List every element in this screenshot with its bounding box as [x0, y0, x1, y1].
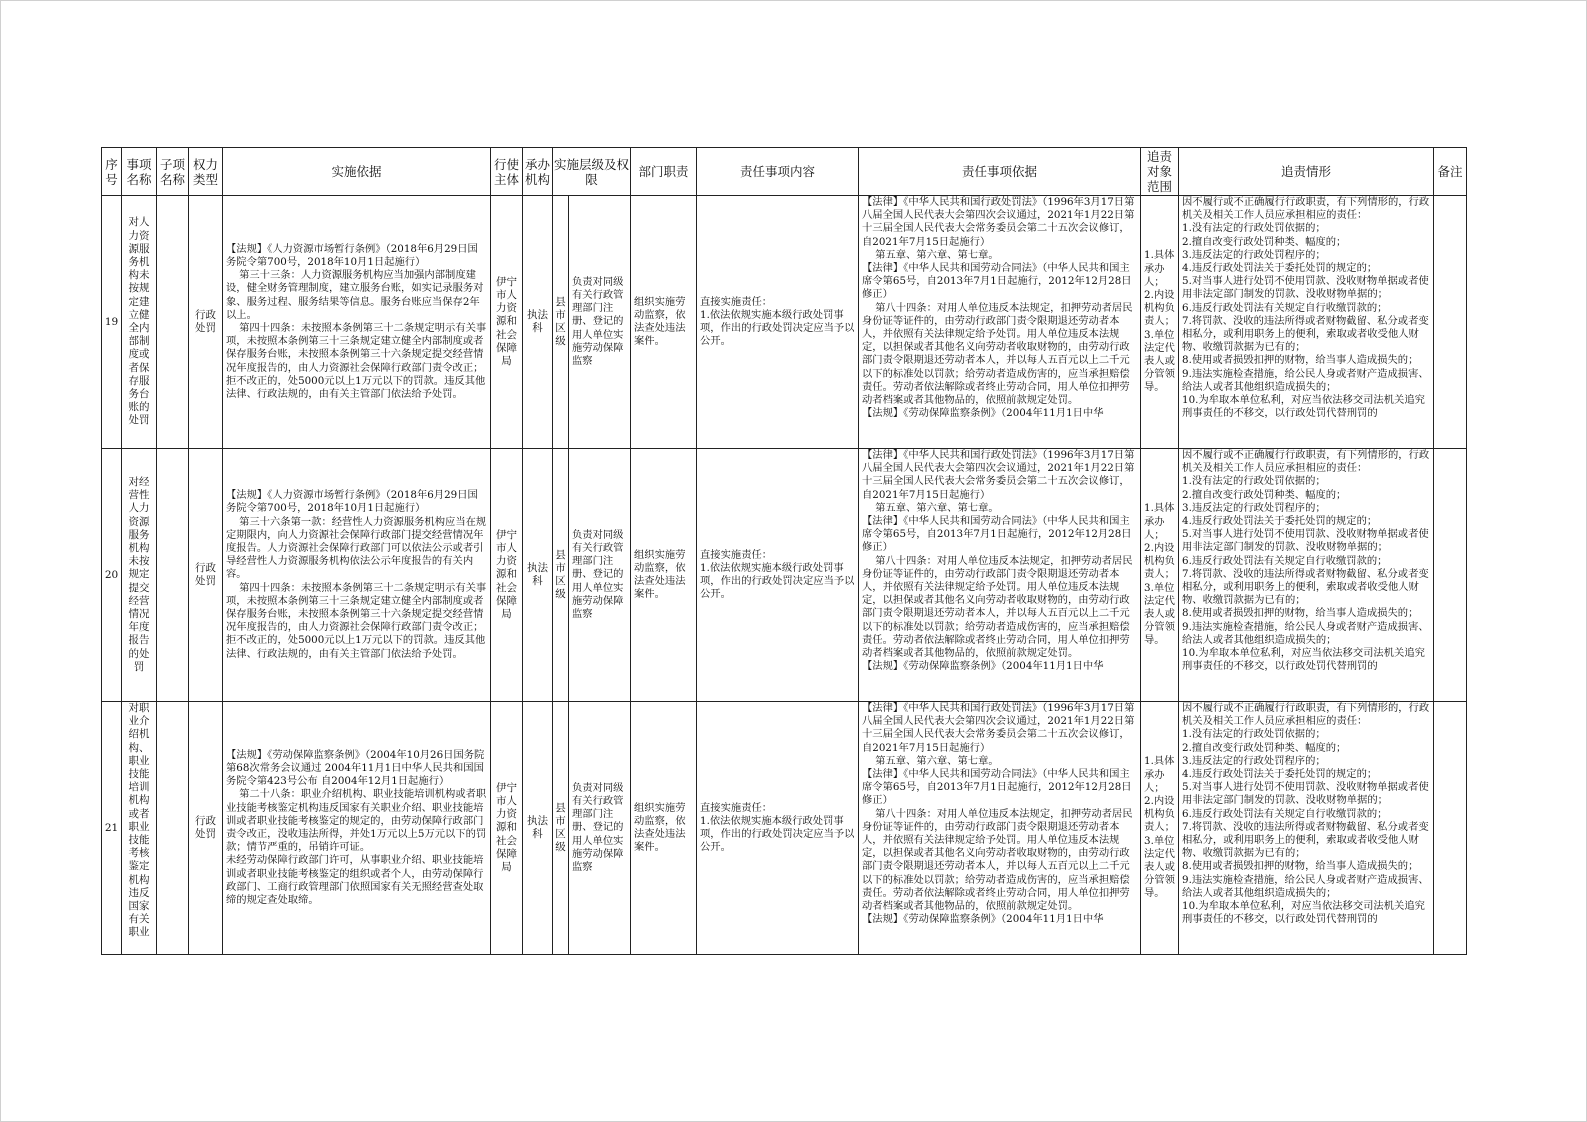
row-situations: 因不履行或不正确履行行政职责，有下列情形的，行政机关及相关工作人员应承担相应的责任： 1.没有法定的行政处罚依据的； 2.擅自改变行政处罚种类、幅度的； 3.违反法定的行政处罚程序的； 4.违反行政处罚法关于委托处罚的规定的； 5.对当事人进行处罚不使用罚款、没收财物单据或者使用非法定部门制发的罚款、没收财物单据的； 6.违反行政处罚法有关规定自行收缴罚款的； 7.将罚款、没收的违法所得或者财物截留、私分或者变相私分，或利用职务上的便利，索取或者收受他人财物、收缴罚款据为已有的； 8.使用或者损毁扣押的财物，给当事人造成损失的； 9.违法实施检查措施，给公民人身或者财产造成损害、给法人或者其他组织造成损失的； 10.为牟取本单位私利，对应当依法移交司法机关追究刑事责任的不移交，以行政处罚代替刑罚的: [1182, 702, 1430, 926]
table-row: [102, 702, 1467, 955]
table-row: [102, 449, 1467, 702]
header-subject: 行使主体: [491, 148, 523, 196]
header-row: [102, 148, 1467, 196]
row-subject: 伊宁市人力资源和社会保障局: [496, 528, 517, 620]
row-subject: 伊宁市人力资源和社会保障局: [496, 275, 517, 367]
row-seq: 20: [104, 569, 119, 581]
row-resp-content: 直接实施责任： 1.依法依规实施本级行政处罚事项，作出的行政处罚决定应当予以公开。: [700, 548, 855, 601]
table-row: [102, 196, 1467, 449]
row-basis: 【法规】《人力资源市场暂行条例》（2018年6月29日国务院令第700号，2018年10月1日起施行） 第三十三条：人力资源服务机构应当加强内部制度建设，健全财务管理制度，建立服务台账，如实记录服务对象、服务过程、服务结果等信息。服务台账应当保存2年以上。 第四十四条：未按照本条例第三十二条规定明示有关事项，未按照本条例第三十三条规定建立健全内部制度或者保存服务台账，未按照本条例第三十六条规定提交经营情况年度报告的，由人力资源社会保障行政部门责令改正；拒不改正的，处5000元以上1万元以下的罚款。违反其他法律、行政法规的，由有关主管部门依法给予处罚。: [226, 242, 487, 401]
row-scope: 1.具体承办人； 2.内设机构负责人； 3.单位法定代表人或分管领导。: [1144, 755, 1175, 900]
header-sub-name: 子项名称: [157, 148, 189, 196]
row-resp-basis: 【法律】《中华人民共和国行政处罚法》（1996年3月17日第八届全国人民代表大会第四次会议通过，2021年1月22日第十三届全国人民代表大会常务委员会第二十五次会议修订，自2021年7月15日起施行） 第五章、第六章、第七章。 【法律】《中华人民共和国劳动合同法》（中华人民共和国主席令第65号，自2013年7月1日起施行，2012年12月28日修正） 第八十四条：对用人单位违反本法规定，扣押劳动者居民身份证等证件的，由劳动行政部门责令限期退还劳动者本人，并依照有关法律规定给予处罚。用人单位违反本法规定，以担保或者其他名义向劳动者收取财物的，由劳动行政部门责令限期退还劳动者本人，并以每人五百元以上二千元以下的标准处以罚款；给劳动者造成伤害的，应当承担赔偿责任。劳动者依法解除或者终止劳动合同，用人单位扣押劳动者档案或者其他物品的，依照前款规定处罚。 【法规】《劳动保障监察条例》（2004年11月1日中华: [862, 196, 1135, 420]
row-scope: 1.具体承办人； 2.内设机构负责人； 3.单位法定代表人或分管领导。: [1144, 502, 1175, 647]
row-agency: 执法科: [527, 308, 548, 334]
row-duty: 组织实施劳动监察，依法查处违法案件。: [634, 295, 686, 348]
row-remarks: [1434, 449, 1466, 701]
row-duty: 组织实施劳动监察，依法查处违法案件。: [634, 801, 686, 854]
row-remarks: [1434, 196, 1466, 448]
row-power-type: 行政处罚: [195, 308, 216, 334]
header-seq: 序号: [102, 148, 122, 196]
row-sub-name: [157, 196, 188, 448]
header-item-name: 事项名称: [122, 148, 157, 196]
row-subject: 伊宁市人力资源和社会保障局: [496, 781, 517, 873]
row-power-type: 行政处罚: [195, 814, 216, 840]
header-remarks: 备注: [1434, 148, 1467, 196]
row-sub-name: [157, 702, 188, 954]
row-resp-content: 直接实施责任： 1.依法依规实施本级行政处罚事项，作出的行政处罚决定应当予以公开。: [700, 801, 855, 854]
row-sub-name: [157, 449, 188, 701]
header-agency: 承办机构: [523, 148, 553, 196]
row-resp-basis: 【法律】《中华人民共和国行政处罚法》（1996年3月17日第八届全国人民代表大会第四次会议通过，2021年1月22日第十三届全国人民代表大会常务委员会第二十五次会议修订，自2021年7月15日起施行） 第五章、第六章、第七章。 【法律】《中华人民共和国劳动合同法》（中华人民共和国主席令第65号，自2013年7月1日起施行，2012年12月28日修正） 第八十四条：对用人单位违反本法规定，扣押劳动者居民身份证等证件的，由劳动行政部门责令限期退还劳动者本人，并依照有关法律规定给予处罚。用人单位违反本法规定，以担保或者其他名义向劳动者收取财物的，由劳动行政部门责令限期退还劳动者本人，并以每人五百元以上二千元以下的标准处以罚款；给劳动者造成伤害的，应当承担赔偿责任。劳动者依法解除或者终止劳动合同，用人单位扣押劳动者档案或者其他物品的，依照前款规定处罚。 【法规】《劳动保障监察条例》（2004年11月1日中华: [862, 702, 1135, 926]
header-level: 实施层级及权限: [553, 148, 631, 196]
row-agency: 执法科: [527, 814, 548, 840]
header-power-type: 权力类型: [189, 148, 223, 196]
row-situations: 因不履行或不正确履行行政职责，有下列情形的，行政机关及相关工作人员应承担相应的责任： 1.没有法定的行政处罚依据的； 2.擅自改变行政处罚种类、幅度的； 3.违反法定的行政处罚程序的； 4.违反行政处罚法关于委托处罚的规定的； 5.对当事人进行处罚不使用罚款、没收财物单据或者使用非法定部门制发的罚款、没收财物单据的； 6.违反行政处罚法有关规定自行收缴罚款的； 7.将罚款、没收的违法所得或者财物截留、私分或者变相私分，或利用职务上的便利，索取或者收受他人财物、收缴罚款据为已有的； 8.使用或者损毁扣押的财物，给当事人造成损失的； 9.违法实施检查措施，给公民人身或者财产造成损害、给法人或者其他组织造成损失的； 10.为牟取本单位私利，对应当依法移交司法机关追究刑事责任的不移交，以行政处罚代替刑罚的: [1182, 449, 1430, 673]
row-remarks: [1434, 702, 1466, 954]
row-level-scope: 负责对同级有关行政管理部门注册、登记的用人单位实施劳动保障监察: [572, 781, 624, 873]
header-scope: 追责对象范围: [1141, 148, 1179, 196]
row-basis: 【法规】《人力资源市场暂行条例》（2018年6月29日国务院令第700号，2018年10月1日起施行） 第三十六条第一款：经营性人力资源服务机构应当在规定期限内，向人力资源社会保障行政部门提交经营情况年度报告。人力资源社会保障行政部门可以依法公示或者引导经营性人力资源服务机构依法公示年度报告的有关内容。 第四十四条：未按照本条例第三十二条规定明示有关事项，未按照本条例第三十三条规定建立健全内部制度或者保存服务台账，未按照本条例第三十六条规定提交经营情况年度报告的，由人力资源社会保障行政部门责令改正；拒不改正的，处5000元以上1万元以下的罚款。违反其他法律、行政法规的，由有关主管部门依法给予处罚。: [226, 489, 487, 660]
responsibility-table: [101, 147, 1467, 955]
row-situations: 因不履行或不正确履行行政职责，有下列情形的，行政机关及相关工作人员应承担相应的责任： 1.没有法定的行政处罚依据的； 2.擅自改变行政处罚种类、幅度的； 3.违反法定的行政处罚程序的； 4.违反行政处罚法关于委托处罚的规定的； 5.对当事人进行处罚不使用罚款、没收财物单据或者使用非法定部门制发的罚款、没收财物单据的； 6.违反行政处罚法有关规定自行收缴罚款的； 7.将罚款、没收的违法所得或者财物截留、私分或者变相私分，或利用职务上的便利，索取或者收受他人财物、收缴罚款据为已有的； 8.使用或者损毁扣押的财物，给当事人造成损失的； 9.违法实施检查措施，给公民人身或者财产造成损害、给法人或者其他组织造成损失的； 10.为牟取本单位私利，对应当依法移交司法机关追究刑事责任的不移交，以行政处罚代替刑罚的: [1182, 196, 1430, 420]
row-power-type: 行政处罚: [195, 561, 216, 587]
row-basis: 【法规】《劳动保障监察条例》（2004年10月26日国务院第68次常务会议通过 2004年11月1日中华人民共和国国务院令第423号公布 自2004年12月1日起施行） 第二十八条：职业介绍机构、职业技能培训机构或者职业技能考核鉴定机构违反国家有关职业介绍、职业技能培训或者职业技能考核鉴定的规定的，由劳动保障行政部门责令改正，没收违法所得，并处1万元以上5万元以下的罚款；情节严重的，吊销许可证。 未经劳动保障行政部门许可，从事职业介绍、职业技能培训或者职业技能考核鉴定的组织或者个人，由劳动保障行政部门、工商行政管理部门依照国家有关无照经营查处取缔的规定查处取缔。: [226, 748, 487, 907]
header-basis: 实施依据: [223, 148, 491, 196]
row-resp-basis: 【法律】《中华人民共和国行政处罚法》（1996年3月17日第八届全国人民代表大会第四次会议通过，2021年1月22日第十三届全国人民代表大会常务委员会第二十五次会议修订，自2021年7月15日起施行） 第五章、第六章、第七章。 【法律】《中华人民共和国劳动合同法》（中华人民共和国主席令第65号，自2013年7月1日起施行，2012年12月28日修正） 第八十四条：对用人单位违反本法规定，扣押劳动者居民身份证等证件的，由劳动行政部门责令限期退还劳动者本人，并依照有关法律规定给予处罚。用人单位违反本法规定，以担保或者其他名义向劳动者收取财物的，由劳动行政部门责令限期退还劳动者本人，并以每人五百元以上二千元以下的标准处以罚款；给劳动者造成伤害的，应当承担赔偿责任。劳动者依法解除或者终止劳动合同，用人单位扣押劳动者档案或者其他物品的，依照前款规定处罚。 【法规】《劳动保障监察条例》（2004年11月1日中华: [862, 449, 1135, 673]
header-situations: 追责情形: [1179, 148, 1434, 196]
row-seq: 21: [104, 822, 119, 834]
row-item-name: 对经营性人力资源服务机构未按规定提交经营情况年度报告的处罚: [128, 475, 150, 673]
row-level-scope: 负责对同级有关行政管理部门注册、登记的用人单位实施劳动保障监察: [572, 275, 624, 367]
header-resp-content: 责任事项内容: [697, 148, 859, 196]
row-level: 县市区级: [555, 295, 566, 348]
row-item-name: 对人力资源服务机构未按规定建立健全内部制度或者保存服务台账的处罚: [128, 216, 150, 427]
row-resp-content: 直接实施责任： 1.依法依规实施本级行政处罚事项，作出的行政处罚决定应当予以公开。: [700, 295, 855, 348]
header-resp-basis: 责任事项依据: [859, 148, 1141, 196]
row-seq: 19: [104, 316, 119, 328]
row-agency: 执法科: [527, 561, 548, 587]
row-level: 县市区级: [555, 548, 566, 601]
row-scope: 1.具体承办人； 2.内设机构负责人； 3.单位法定代表人或分管领导。: [1144, 249, 1175, 394]
header-duty: 部门职责: [631, 148, 697, 196]
row-level: 县市区级: [555, 801, 566, 854]
row-level-scope: 负责对同级有关行政管理部门注册、登记的用人单位实施劳动保障监察: [572, 528, 624, 620]
row-item-name: 对职业介绍机构、职业技能培训机构或者职业技能考核鉴定机构违反国家有关职业: [128, 702, 150, 939]
row-duty: 组织实施劳动监察，依法查处违法案件。: [634, 548, 686, 601]
